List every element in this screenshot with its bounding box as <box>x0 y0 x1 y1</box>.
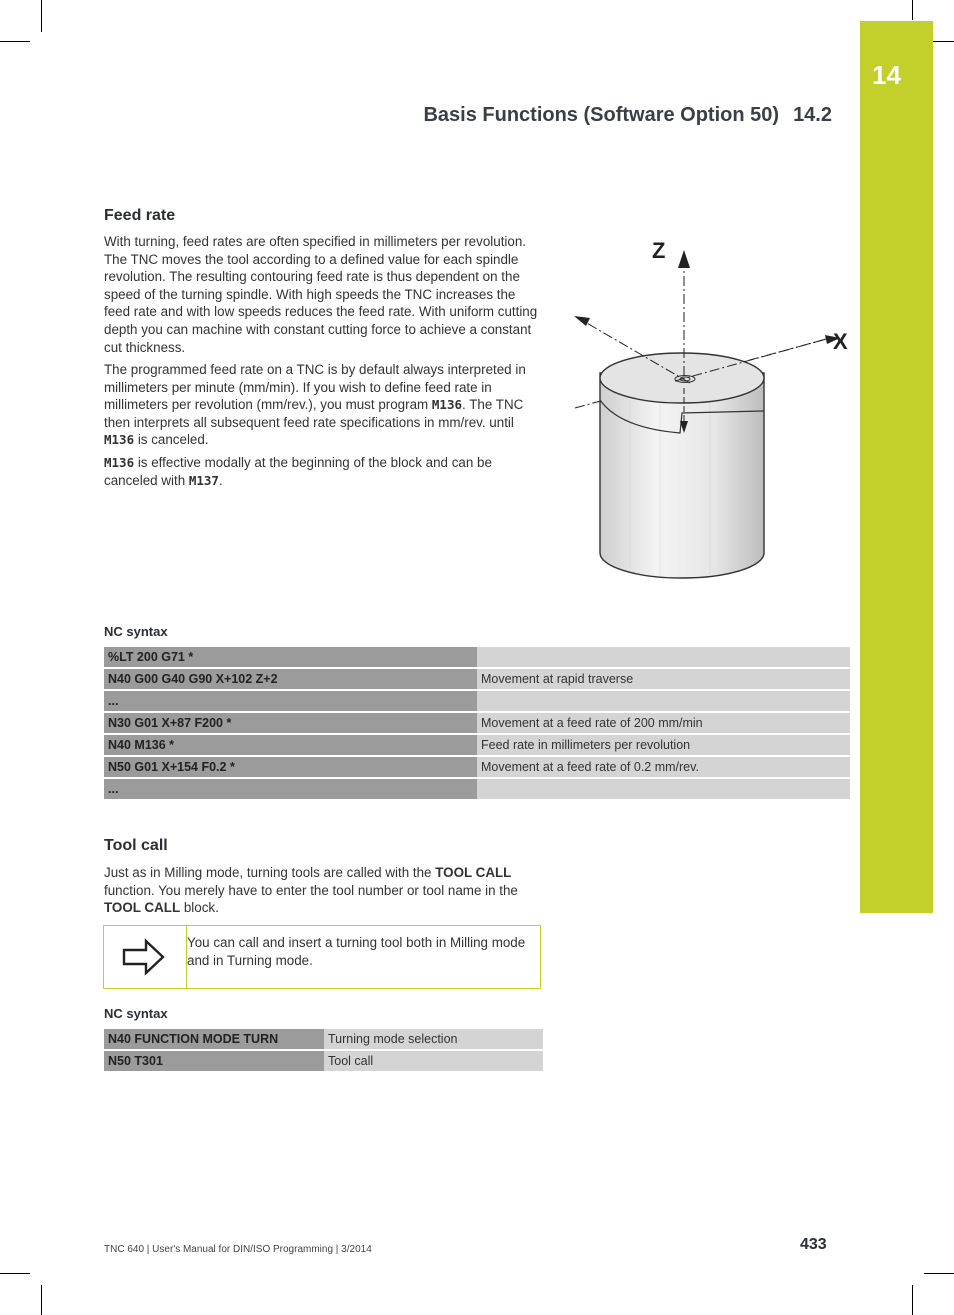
nc-description-cell: Feed rate in millimeters per revolution <box>477 735 850 755</box>
code-m137: M137 <box>188 472 219 488</box>
axis-z-label: Z <box>652 238 666 263</box>
nc-code-cell: N30 G01 X+87 F200 * <box>104 713 477 733</box>
nc-code-cell: N40 FUNCTION MODE TURN <box>104 1029 324 1049</box>
chapter-number: 14 <box>872 60 901 90</box>
nc-syntax-table-1 <box>104 645 850 801</box>
page-number: 433 <box>800 1236 827 1253</box>
nc-code-cell: ... <box>104 691 477 711</box>
nc-description-cell: Movement at a feed rate of 0.2 mm/rev. <box>477 757 850 777</box>
table-row <box>104 669 850 689</box>
feed-rate-paragraph-2: The programmed feed rate on a TNC is by default always interpreted in millimeters per minute (mm/min). If you wish to define feed rate in millimeters per revolution (mm/rev.), you must program M136. The TNC then interprets all subsequent feed rate specifications in mm/rev. until M136 is canceled. <box>104 362 526 448</box>
crop-mark <box>924 1273 954 1274</box>
table-row <box>104 1029 543 1049</box>
code-m136: M136 <box>104 455 135 470</box>
table-row <box>104 735 850 755</box>
table-row <box>104 691 850 711</box>
nc-code-cell: ... <box>104 779 477 799</box>
arrow-right-icon <box>122 938 166 976</box>
turning-axes-figure <box>560 228 860 588</box>
keyword-tool-call: TOOL CALL <box>435 865 512 880</box>
table-row <box>104 757 850 777</box>
header-title: Basis Functions (Software Option 50) <box>423 104 780 126</box>
tool-call-heading: Tool call <box>104 837 168 854</box>
crop-mark <box>0 41 30 42</box>
nc-syntax-table-2 <box>104 1027 543 1073</box>
code-m136: M136 <box>431 397 463 413</box>
nc-description-cell <box>477 691 850 711</box>
keyword-tool-call: TOOL CALL <box>104 900 181 916</box>
page-header <box>423 104 832 127</box>
nc-code-cell: N40 G00 G40 G90 X+102 Z+2 <box>104 669 477 689</box>
table-row <box>104 647 850 667</box>
nc-description-cell: Movement at a feed rate of 200 mm/min <box>477 713 850 733</box>
footer-text: TNC 640 | User's Manual for DIN/ISO Programming | 3/2014 <box>104 1244 372 1255</box>
note-text: You can call and insert a turning tool both in Milling mode and in Turning mode. <box>187 935 526 968</box>
code-m136: M136 <box>104 432 135 448</box>
nc-code-cell: N50 G01 X+154 F0.2 * <box>104 757 477 777</box>
nc-description-cell: Movement at rapid traverse <box>477 669 850 689</box>
feed-rate-paragraph-1: With turning, feed rates are often specified in millimeters per revolution. The TNC moves the tool according to a defined value for each spindle revolution. The resulting contouring feed rate is thus dependent on the speed of the turning spindle. With high speeds the TNC increases the feed rate and with low speeds reduces the feed rate. With uniform cutting depth you can machine with constant cutting force to achieve a constant cut thickness. <box>104 234 538 355</box>
note-box <box>103 925 541 989</box>
nc-description-cell <box>477 647 850 667</box>
header-section: 14.2 <box>793 104 832 126</box>
nc-description-cell <box>477 779 850 799</box>
feed-rate-heading: Feed rate <box>104 207 176 224</box>
feed-rate-paragraph-3: M136 is effective modally at the beginning of the block and can be canceled with M137. <box>104 455 492 488</box>
crop-mark <box>0 1273 30 1274</box>
nc-description-cell: Tool call <box>324 1051 543 1071</box>
nc-syntax-label-1: NC syntax <box>104 624 168 639</box>
chapter-tab <box>860 21 933 913</box>
nc-description-cell: Turning mode selection <box>324 1029 543 1049</box>
tool-call-paragraph: Just as in Milling mode, turning tools are called with the TOOL CALL function. You merely have to enter the tool number or tool name in the TOOL CALL block. <box>104 865 518 916</box>
table-row <box>104 1051 543 1071</box>
axis-x-label: X <box>833 329 848 354</box>
crop-mark <box>41 0 42 32</box>
nc-code-cell: N50 T301 <box>104 1051 324 1071</box>
table-row <box>104 713 850 733</box>
table-row <box>104 779 850 799</box>
nc-code-cell: N40 M136 * <box>104 735 477 755</box>
nc-code-cell: %LT 200 G71 * <box>104 647 477 667</box>
crop-mark <box>912 1285 913 1315</box>
crop-mark <box>41 1285 42 1315</box>
nc-syntax-label-2: NC syntax <box>104 1006 168 1021</box>
crop-mark <box>912 0 913 20</box>
